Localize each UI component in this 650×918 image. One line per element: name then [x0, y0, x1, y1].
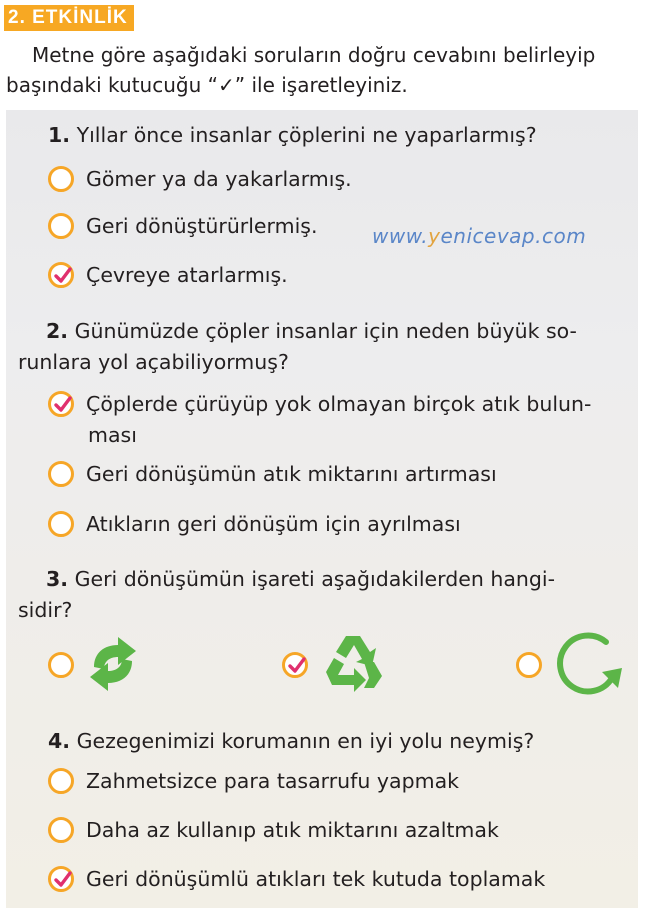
- option-q4-b[interactable]: [48, 813, 499, 847]
- checkbox[interactable]: [48, 652, 74, 678]
- question-text-line-1: Geri dönüşümün işareti aşağıdakilerden hangi-: [74, 567, 556, 591]
- option-label: Geri dönüşümün atık miktarını artırması: [86, 462, 497, 486]
- checkbox[interactable]: [48, 461, 74, 487]
- checkbox[interactable]: [516, 652, 542, 678]
- watermark: www.yenicevap.com: [372, 224, 587, 248]
- option-q1-c[interactable]: [48, 258, 288, 292]
- checkbox[interactable]: [48, 768, 74, 794]
- checkbox-checked[interactable]: [48, 262, 74, 288]
- option-q2-b[interactable]: [48, 457, 497, 491]
- check-mark-icon: [287, 656, 307, 676]
- option-label: Çöplerde çürüyüp yok olmayan birçok atık bulun-: [86, 392, 592, 416]
- option-q1-b[interactable]: [48, 209, 317, 243]
- option-q2-a[interactable]: [48, 387, 591, 421]
- question-text: Gezegenimizi korumanın en iyi yolu neymiş?: [76, 729, 535, 753]
- option-q3-a[interactable]: [48, 648, 86, 682]
- circular-arrow-icon: [556, 632, 628, 698]
- instructions-line-2: başındaki kutucuğu “✓” ile işaretleyiniz.: [6, 73, 408, 97]
- checkbox[interactable]: [48, 166, 74, 192]
- option-label: Daha az kullanıp atık miktarını azaltmak: [86, 818, 499, 842]
- checkbox[interactable]: [48, 511, 74, 537]
- option-q1-a[interactable]: [48, 162, 352, 196]
- question-number: 2.: [46, 319, 69, 343]
- activity-label: 2. ETKİNLİK: [4, 5, 134, 31]
- question-number: 3.: [46, 567, 69, 591]
- checkbox[interactable]: [48, 213, 74, 239]
- option-q3-c[interactable]: [516, 648, 554, 682]
- option-q3-b[interactable]: [282, 648, 320, 682]
- question-text-line-2: runlara yol açabiliyormuş?: [18, 350, 289, 374]
- option-label: Zahmetsizce para tasarrufu yapmak: [86, 769, 460, 793]
- checkbox-checked[interactable]: [48, 866, 74, 892]
- option-label: Geri dönüştürürlermiş.: [86, 214, 318, 238]
- question-2: [18, 316, 628, 378]
- green-refresh-arrows-icon: [84, 633, 142, 695]
- checkbox-checked[interactable]: [48, 391, 74, 417]
- question-4: [48, 726, 534, 757]
- question-text: Yıllar önce insanlar çöplerini ne yaparlarmış?: [76, 123, 537, 147]
- option-label: Geri dönüşümlü atıkları tek kutuda toplamak: [86, 867, 546, 891]
- question-number: 4.: [48, 729, 71, 753]
- option-label: Çevreye atarlarmış.: [86, 263, 288, 287]
- option-q4-c[interactable]: [48, 862, 545, 896]
- instructions-line-1: Metne göre aşağıdaki soruların doğru cevabını belirleyip: [32, 43, 596, 67]
- option-q2-c[interactable]: [48, 507, 461, 541]
- recycle-symbol-icon: [320, 632, 386, 696]
- question-text-line-2: sidir?: [18, 598, 73, 622]
- checkbox-checked[interactable]: [282, 652, 308, 678]
- option-label: Gömer ya da yakarlarmış.: [86, 167, 352, 191]
- question-1: [48, 120, 537, 151]
- question-number: 1.: [48, 123, 71, 147]
- option-label: Atıkların geri dönüşüm için ayrılması: [86, 512, 461, 536]
- instructions: [6, 40, 642, 100]
- check-mark-icon: [53, 395, 73, 415]
- question-text-line-1: Günümüzde çöpler insanlar için neden büyük so-: [74, 319, 577, 343]
- option-q4-a[interactable]: [48, 764, 459, 798]
- check-mark-icon: [53, 870, 73, 890]
- checkbox[interactable]: [48, 817, 74, 843]
- question-3: [18, 564, 628, 626]
- option-label-continued: ması: [88, 423, 137, 447]
- check-mark-icon: [53, 266, 73, 286]
